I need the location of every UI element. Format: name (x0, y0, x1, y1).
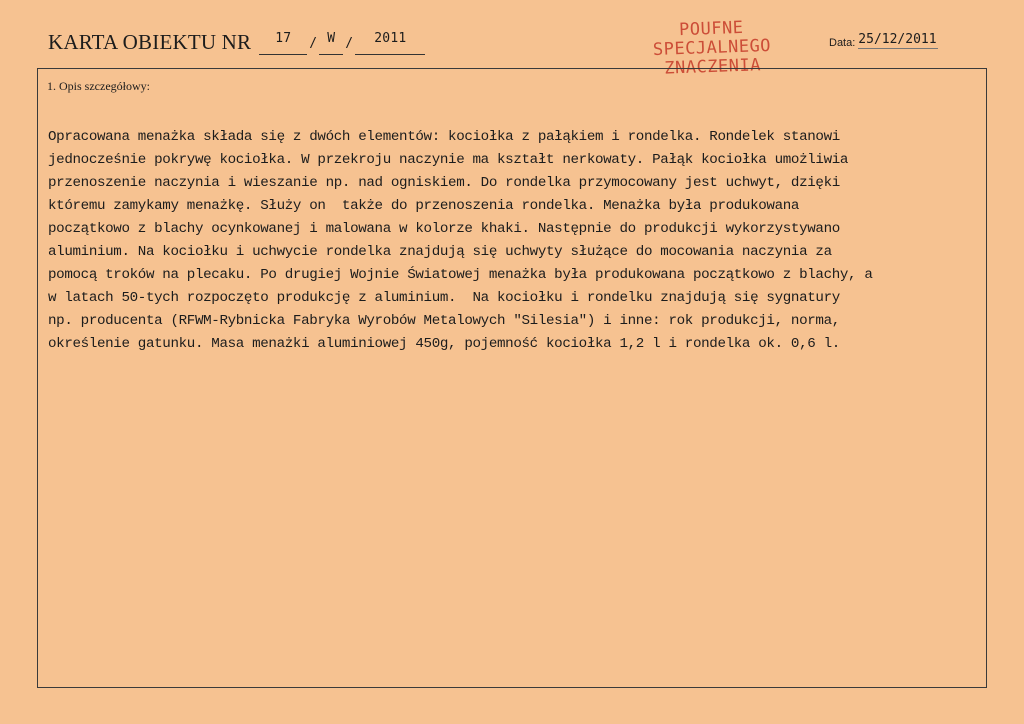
date-value: 25/12/2011 (858, 32, 937, 47)
object-year-field (355, 32, 425, 55)
text-line: w latach 50-tych rozpoczęto produkcję z aluminium. Na kociołku i rondelku znajdują się sygnatury (48, 290, 840, 306)
card-frame (37, 68, 987, 688)
date-label: Data: (829, 37, 856, 49)
text-line: początkowo z blachy ocynkowanej i malowana w kolorze khaki. Następnie do produkcji wykorzystywano (48, 221, 840, 237)
separator: / (309, 36, 318, 51)
text-line: Opracowana menażka składa się z dwóch elementów: kociołka z pałąkiem i rondelka. Rondelek stanowi (48, 129, 840, 145)
card-title: KARTA OBIEKTU NR (48, 30, 252, 54)
text-line: jednocześnie pokrywę kociołka. W przekroju naczynie ma kształt nerkowaty. Pałąk kociołka umożliwia (48, 152, 849, 168)
card-title-row (48, 30, 425, 55)
text-line: któremu zamykamy menażkę. Służy on także do przenoszenia rondelka. Menażka była produkowana (48, 198, 800, 214)
section-label: 1. Opis szczegółowy: (47, 79, 150, 93)
object-year: 2011 (374, 31, 407, 46)
text-line: np. producenta (RFWM-Rybnicka Fabryka Wyrobów Metalowych "Silesia") i inne: rok produkcji, norma, (48, 313, 840, 329)
object-number: 17 (275, 31, 292, 46)
stamp-line: SPECJALNEGO (652, 35, 772, 61)
separator: / (345, 36, 354, 51)
text-line: pomocą troków na plecaku. Po drugiej Wojnie Światowej menażka była produkowana początkowo z blachy, a (48, 267, 873, 283)
description-text (48, 126, 983, 356)
date-row (829, 32, 938, 49)
object-series: W (327, 31, 336, 46)
text-line: przenoszenie naczynia i wieszanie np. nad ogniskiem. Do rondelka przymocowany jest uchwyt, dzięki (48, 175, 840, 191)
text-line: określenie gatunku. Masa menażki aluminiowej 450g, pojemność kociołka 1,2 l i rondelka ok. 0,6 l. (48, 336, 840, 352)
stamp-line: ZNACZENIA (664, 55, 762, 79)
text-line: aluminium. Na kociołku i uchwycie rondelka znajdują się uchwyty służące do mocowania naczynia za (48, 244, 832, 260)
object-number-field (259, 32, 307, 55)
stamp-line: POUFNE (678, 17, 744, 41)
object-series-field (319, 32, 343, 55)
